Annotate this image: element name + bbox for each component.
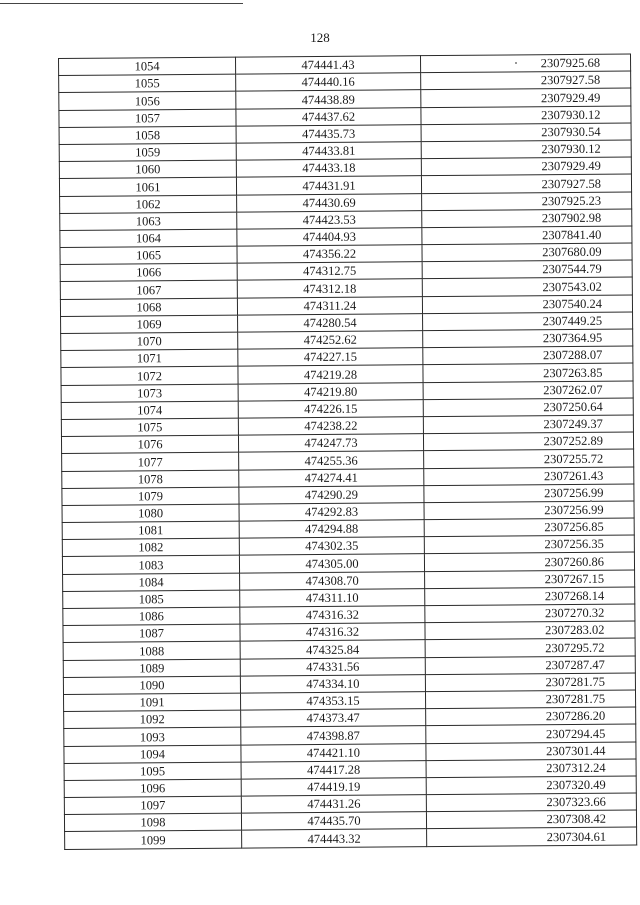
point-number-cell: 1073 (61, 384, 238, 403)
point-number-cell: 1071 (61, 349, 238, 368)
x-coordinate-cell: 474334.10 (240, 674, 425, 693)
x-coordinate-cell: 474433.81 (236, 142, 421, 161)
y-coordinate-cell: 2307294.45 (426, 724, 636, 743)
point-number-cell: 1062 (60, 195, 237, 214)
point-number-cell: 1065 (60, 246, 237, 265)
y-coordinate-cell: 2307256.35 (424, 535, 634, 554)
y-coordinate-cell: 2307262.07 (423, 381, 633, 400)
x-coordinate-cell: 474292.83 (239, 503, 424, 522)
point-number-cell: 1077 (62, 452, 239, 471)
y-coordinate-cell: 2307925.23 (422, 191, 632, 210)
y-coordinate-cell: 2307263.85 (423, 363, 633, 382)
x-coordinate-cell: 474440.16 (236, 73, 421, 92)
y-coordinate-cell: 2307323.66 (426, 793, 636, 812)
point-number-cell: 1090 (63, 676, 240, 695)
point-number-cell: 1060 (59, 160, 236, 179)
x-coordinate-cell: 474316.32 (240, 606, 425, 625)
y-coordinate-cell: 2307270.32 (425, 604, 635, 623)
point-number-cell: 1055 (59, 74, 236, 93)
point-number-cell: 1061 (59, 177, 236, 196)
y-coordinate-cell: 2307268.14 (425, 587, 635, 606)
x-coordinate-cell: 474219.80 (238, 382, 423, 401)
point-number-cell: 1083 (62, 556, 239, 575)
x-coordinate-cell: 474226.15 (238, 399, 423, 418)
x-coordinate-cell: 474302.35 (239, 537, 424, 556)
y-coordinate-cell: 2307925.68 (420, 54, 630, 73)
point-number-cell: 1074 (61, 401, 238, 420)
point-number-cell: 1072 (61, 366, 238, 385)
x-coordinate-cell: 474247.73 (238, 434, 423, 453)
x-coordinate-cell: 474419.19 (241, 778, 426, 797)
coordinate-table (58, 53, 637, 849)
x-coordinate-cell: 474435.70 (241, 812, 426, 831)
point-number-cell: 1088 (63, 641, 240, 660)
x-coordinate-cell: 474435.73 (236, 124, 421, 143)
x-coordinate-cell: 474311.10 (240, 588, 425, 607)
point-number-cell: 1095 (64, 762, 241, 781)
point-number-cell: 1070 (61, 332, 238, 351)
y-coordinate-cell: 2307930.12 (421, 140, 631, 159)
point-number-cell: 1089 (63, 659, 240, 678)
point-number-cell: 1057 (59, 109, 236, 128)
y-coordinate-cell: 2307929.49 (421, 157, 631, 176)
x-coordinate-cell: 474290.29 (239, 485, 424, 504)
x-coordinate-cell: 474219.28 (238, 365, 423, 384)
point-number-cell: 1091 (63, 693, 240, 712)
y-coordinate-cell: 2307902.98 (422, 209, 632, 228)
x-coordinate-cell: 474252.62 (238, 331, 423, 350)
y-coordinate-cell: 2307320.49 (426, 776, 636, 795)
y-coordinate-cell: 2307261.43 (424, 466, 634, 485)
x-coordinate-cell: 474227.15 (238, 348, 423, 367)
x-coordinate-cell: 474294.88 (239, 520, 424, 539)
y-coordinate-cell: 2307256.99 (424, 501, 634, 520)
point-number-cell: 1081 (62, 521, 239, 540)
y-coordinate-cell: 2307544.79 (422, 260, 632, 279)
point-number-cell: 1096 (64, 779, 241, 798)
y-coordinate-cell: 2307927.58 (421, 71, 631, 90)
point-number-cell: 1080 (62, 504, 239, 523)
point-number-cell: 1075 (61, 418, 238, 437)
point-number-cell: 1054 (59, 57, 236, 76)
y-coordinate-cell: 2307287.47 (425, 656, 635, 675)
x-coordinate-cell: 474373.47 (241, 709, 426, 728)
x-coordinate-cell: 474431.26 (241, 795, 426, 814)
top-rule (0, 3, 243, 4)
x-coordinate-cell: 474238.22 (238, 417, 423, 436)
x-coordinate-cell: 474423.53 (237, 210, 422, 229)
point-number-cell: 1063 (60, 212, 237, 231)
y-coordinate-cell: 2307680.09 (422, 243, 632, 262)
y-coordinate-cell: 2307250.64 (423, 398, 633, 417)
x-coordinate-cell: 474437.62 (236, 107, 421, 126)
y-coordinate-cell: 2307249.37 (423, 415, 633, 434)
point-number-cell: 1067 (60, 281, 237, 300)
y-coordinate-cell: 2307308.42 (426, 810, 636, 829)
point-number-cell: 1084 (63, 573, 240, 592)
point-number-cell: 1068 (60, 298, 237, 317)
point-number-cell: 1058 (59, 126, 236, 145)
y-coordinate-cell: 2307312.24 (426, 759, 636, 778)
x-coordinate-cell: 474312.18 (237, 279, 422, 298)
y-coordinate-cell: 2307841.40 (422, 226, 632, 245)
y-coordinate-cell: 2307543.02 (422, 277, 632, 296)
point-number-cell: 1056 (59, 91, 236, 110)
point-number-cell: 1079 (62, 487, 239, 506)
point-number-cell: 1097 (64, 796, 241, 815)
point-number-cell: 1087 (63, 624, 240, 643)
point-number-cell: 1069 (61, 315, 238, 334)
x-coordinate-cell: 474274.41 (239, 468, 424, 487)
y-coordinate-cell: 2307930.12 (421, 106, 631, 125)
point-number-cell: 1093 (64, 727, 241, 746)
x-coordinate-cell: 474308.70 (240, 571, 425, 590)
point-number-cell: 1066 (60, 263, 237, 282)
y-coordinate-cell: 2307281.75 (425, 690, 635, 709)
y-coordinate-cell: 2307304.61 (427, 827, 637, 846)
y-coordinate-cell: 2307260.86 (424, 552, 634, 571)
y-coordinate-cell: 2307540.24 (422, 295, 632, 314)
x-coordinate-cell: 474312.75 (237, 262, 422, 281)
x-coordinate-cell: 474430.69 (237, 193, 422, 212)
x-coordinate-cell: 474398.87 (241, 726, 426, 745)
x-coordinate-cell: 474404.93 (237, 228, 422, 247)
x-coordinate-cell: 474311.24 (237, 296, 422, 315)
y-coordinate-cell: 2307255.72 (424, 449, 634, 468)
x-coordinate-cell: 474443.32 (242, 829, 427, 848)
point-number-cell: 1059 (59, 143, 236, 162)
point-number-cell: 1064 (60, 229, 237, 248)
point-number-cell: 1086 (63, 607, 240, 626)
point-number-cell: 1078 (62, 470, 239, 489)
y-coordinate-cell: 2307288.07 (423, 346, 633, 365)
y-coordinate-cell: 2307929.49 (421, 88, 631, 107)
y-coordinate-cell: 2307281.75 (425, 673, 635, 692)
x-coordinate-cell: 474433.18 (236, 159, 421, 178)
point-number-cell: 1098 (64, 813, 241, 832)
coordinate-table-body (59, 54, 637, 849)
point-number-cell: 1076 (61, 435, 238, 454)
point-number-cell: 1099 (65, 831, 242, 850)
y-coordinate-cell: 2307283.02 (425, 621, 635, 640)
x-coordinate-cell: 474305.00 (239, 554, 424, 573)
point-number-cell: 1082 (62, 538, 239, 557)
y-coordinate-cell: 2307256.85 (424, 518, 634, 537)
y-coordinate-cell: 2307927.58 (421, 174, 631, 193)
x-coordinate-cell: 474431.91 (236, 176, 421, 195)
x-coordinate-cell: 474417.28 (241, 760, 426, 779)
y-coordinate-cell: 2307449.25 (423, 312, 633, 331)
page-number: 128 (310, 30, 330, 45)
scan-speck (590, 500, 592, 502)
y-coordinate-cell: 2307267.15 (425, 570, 635, 589)
y-coordinate-cell: 2307301.44 (426, 741, 636, 760)
y-coordinate-cell: 2307252.89 (423, 432, 633, 451)
x-coordinate-cell: 474280.54 (238, 313, 423, 332)
y-coordinate-cell: 2307295.72 (425, 638, 635, 657)
x-coordinate-cell: 474438.89 (236, 90, 421, 109)
x-coordinate-cell: 474441.43 (235, 56, 420, 75)
point-number-cell: 1085 (63, 590, 240, 609)
point-number-cell: 1094 (64, 745, 241, 764)
scan-speck (515, 62, 517, 64)
x-coordinate-cell: 474325.84 (240, 640, 425, 659)
x-coordinate-cell: 474421.10 (241, 743, 426, 762)
point-number-cell: 1092 (64, 710, 241, 729)
y-coordinate-cell: 2307364.95 (423, 329, 633, 348)
x-coordinate-cell: 474353.15 (240, 692, 425, 711)
x-coordinate-cell: 474316.32 (240, 623, 425, 642)
x-coordinate-cell: 474356.22 (237, 245, 422, 264)
x-coordinate-cell: 474255.36 (239, 451, 424, 470)
y-coordinate-cell: 2307286.20 (426, 707, 636, 726)
y-coordinate-cell: 2307930.54 (421, 123, 631, 142)
x-coordinate-cell: 474331.56 (240, 657, 425, 676)
y-coordinate-cell: 2307256.99 (424, 484, 634, 503)
